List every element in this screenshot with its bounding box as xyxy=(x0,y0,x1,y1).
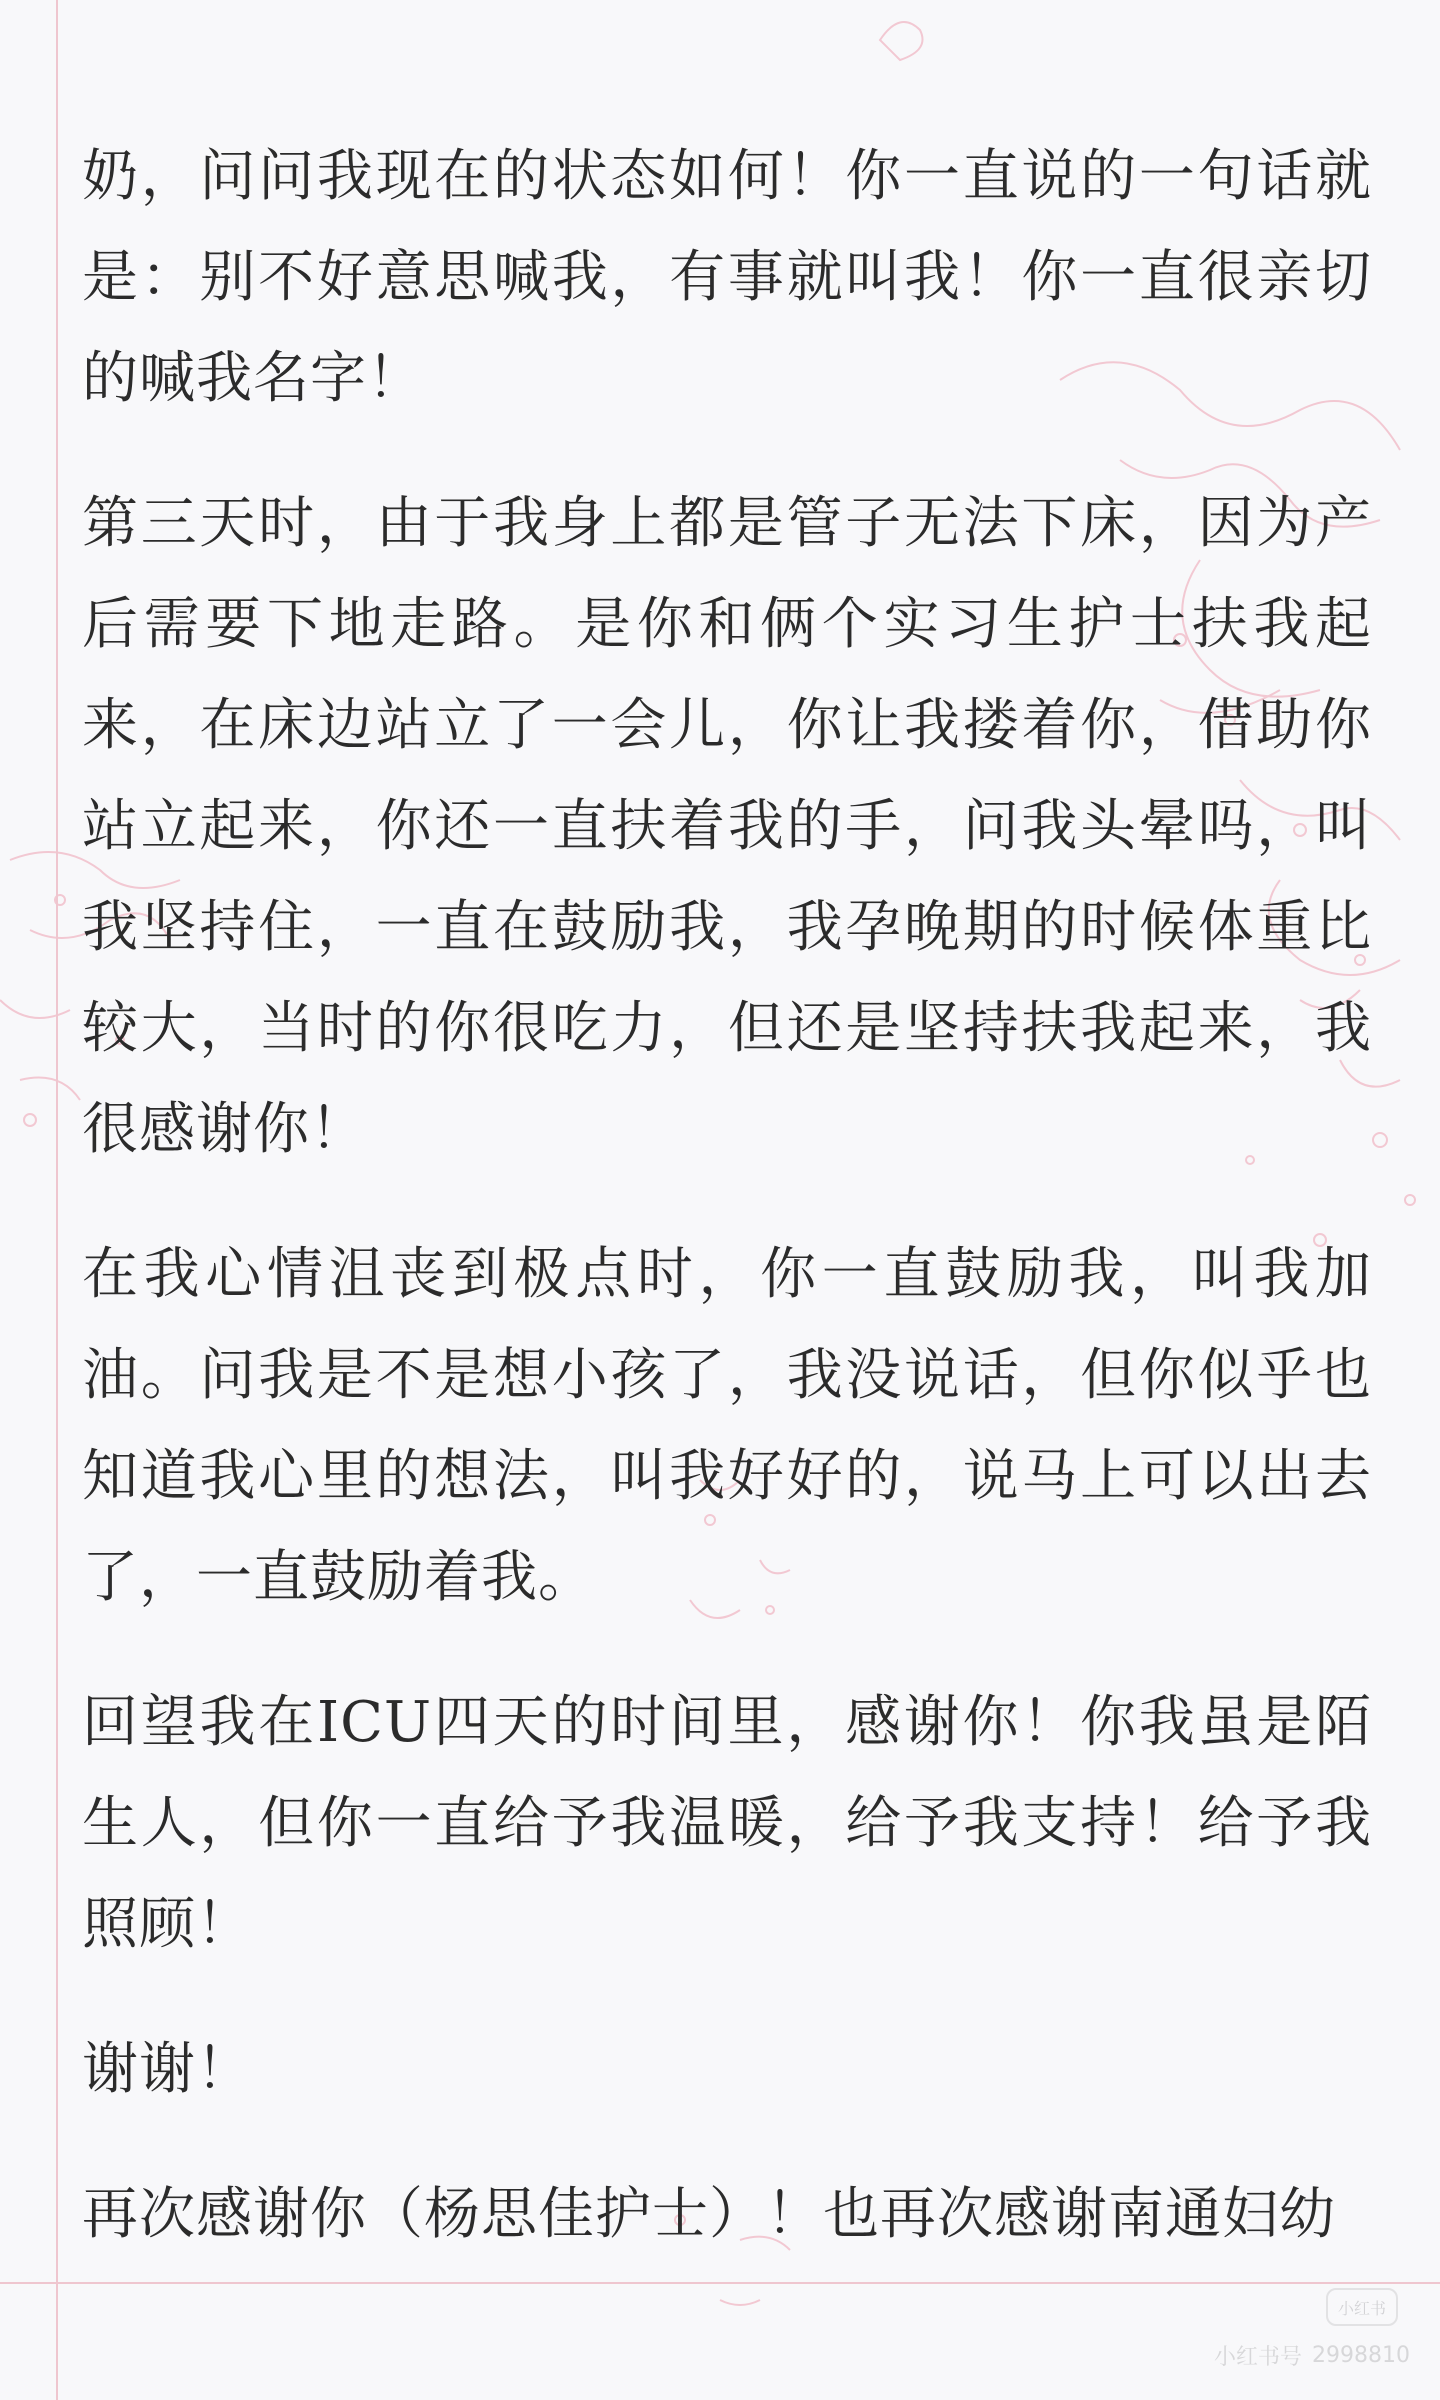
paragraph-3: 在我心情沮丧到极点时，你一直鼓励我，叫我加油。问我是不是想小孩了，我没说话，但你似乎也知道我心里的想法，叫我好好的，说马上可以出去了，一直鼓励着我。 xyxy=(82,1242,1372,1610)
watermark-logo xyxy=(1326,2288,1398,2326)
paragraph-5: 谢谢！ xyxy=(82,2037,253,2102)
watermark xyxy=(1214,2340,1410,2371)
letter-body xyxy=(82,126,1372,2309)
watermark-id: 2998810 xyxy=(1312,2343,1410,2368)
paragraph-6: 再次感谢你（杨思佳护士）！也再次感谢南通妇幼 xyxy=(82,2182,1336,2247)
margin-rule xyxy=(56,0,58,2400)
paragraph-2: 第三天时，由于我身上都是管子无法下床，因为产后需要下地走路。是你和俩个实习生护士扶我起来，在床边站立了一会儿，你让我搂着你，借助你站立起来，你还一直扶着我的手，问我头晕吗，叫我坚持住，一直在鼓励我，我孕晚期的时候体重比较大，当时的你很吃力，但还是坚持扶我起来，我很感谢你！ xyxy=(82,491,1372,1162)
watermark-logo-text: 小红书 xyxy=(1337,2298,1386,2318)
paragraph-4: 回望我在ICU四天的时间里，感谢你！你我虽是陌生人，但你一直给予我温暖，给予我支持！给予我照顾！ xyxy=(82,1690,1372,1957)
paragraph-1: 奶，问问我现在的状态如何！你一直说的一句话就是：别不好意思喊我，有事就叫我！你一直很亲切的喊我名字！ xyxy=(82,144,1372,411)
watermark-label: 小红书号 xyxy=(1214,2345,1303,2370)
